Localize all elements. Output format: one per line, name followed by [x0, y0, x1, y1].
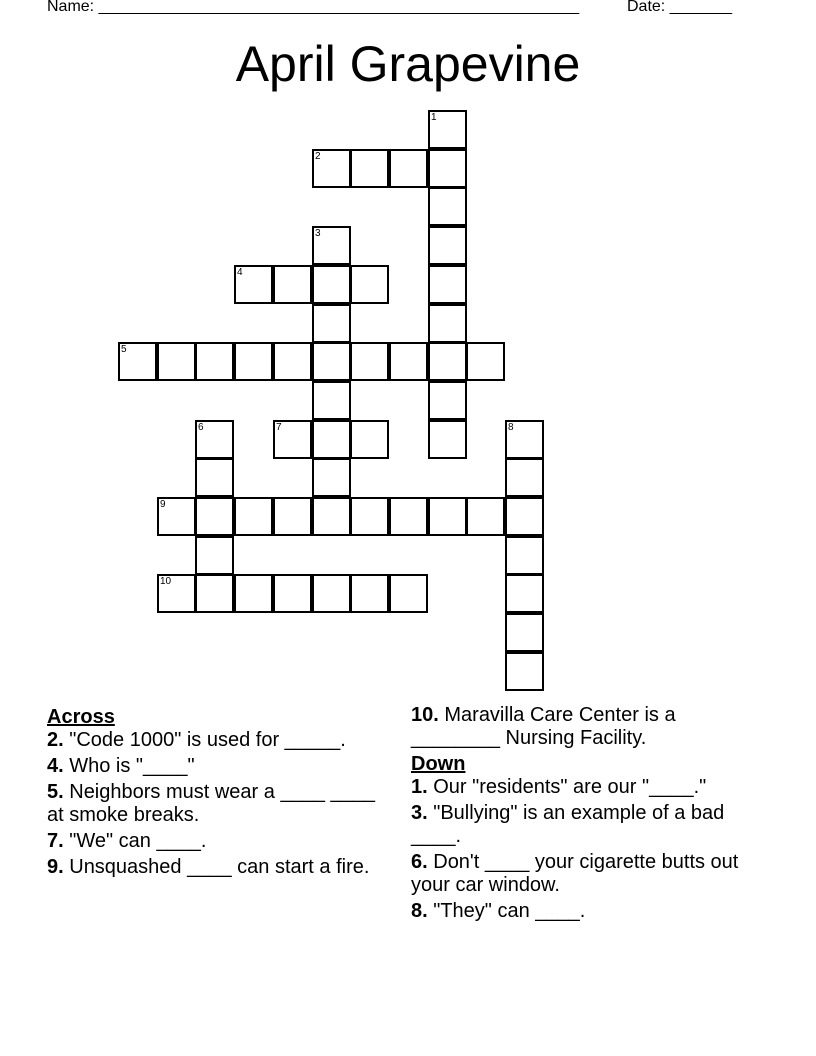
grid-cell[interactable] — [389, 342, 428, 381]
date-field[interactable]: Date: _______ — [627, 0, 732, 15]
grid-cell[interactable] — [466, 497, 505, 536]
grid-cell[interactable] — [389, 574, 428, 613]
puzzle-title: April Grapevine — [235, 36, 581, 92]
grid-cell[interactable] — [157, 342, 196, 381]
grid-cell[interactable] — [312, 458, 351, 497]
clues-left-column — [47, 704, 382, 882]
grid-cell[interactable] — [118, 342, 157, 381]
grid-cell[interactable] — [428, 381, 467, 420]
grid-cell[interactable] — [312, 342, 351, 381]
cell-number: 2 — [315, 151, 321, 162]
clue-text: "We" can ____. — [63, 830, 207, 852]
grid-cell[interactable] — [312, 149, 351, 188]
clue-down-6 — [411, 851, 746, 897]
grid-cell[interactable] — [234, 574, 273, 613]
clue-number: 7. — [47, 830, 64, 852]
grid-cell[interactable] — [157, 574, 196, 613]
clue-number: 10. — [411, 704, 439, 726]
across-heading: Across — [47, 706, 115, 728]
clue-number: 9. — [47, 856, 64, 878]
grid-cell[interactable] — [350, 497, 389, 536]
clue-across-5 — [47, 781, 382, 827]
clue-across-10 — [411, 704, 746, 750]
clue-down-1 — [411, 776, 746, 799]
clue-text: "Bullying" is an example of a bad ____. — [411, 802, 725, 847]
grid-cell[interactable] — [312, 381, 351, 420]
clue-text: "They" can ____. — [427, 900, 586, 922]
grid-cell[interactable] — [428, 420, 467, 459]
clue-number: 1. — [411, 776, 428, 798]
grid-cell[interactable] — [428, 265, 467, 304]
grid-cell[interactable] — [428, 226, 467, 265]
grid-cell[interactable] — [234, 342, 273, 381]
grid-cell[interactable] — [195, 420, 234, 459]
grid-cell[interactable] — [350, 265, 389, 304]
grid-cell[interactable] — [312, 265, 351, 304]
grid-cell[interactable] — [466, 342, 505, 381]
grid-cell[interactable] — [389, 497, 428, 536]
clue-text: Who is "____" — [63, 755, 195, 777]
clue-text: "Code 1000" is used for _____. — [63, 729, 346, 751]
grid-cell[interactable] — [428, 187, 467, 226]
clue-down-8 — [411, 900, 746, 923]
clue-number: 3. — [411, 802, 428, 824]
grid-cell[interactable] — [428, 342, 467, 381]
cell-number: 10 — [160, 576, 172, 587]
grid-cell[interactable] — [428, 497, 467, 536]
cell-number: 1 — [431, 112, 437, 123]
grid-cell[interactable] — [428, 149, 467, 188]
clue-across-7 — [47, 830, 382, 853]
grid-cell[interactable] — [505, 574, 544, 613]
grid-cell[interactable] — [505, 497, 544, 536]
grid-cell[interactable] — [389, 149, 428, 188]
clue-text: Unsquashed ____ can start a fire. — [63, 856, 370, 878]
cell-number: 7 — [276, 422, 282, 433]
grid-cell[interactable] — [350, 420, 389, 459]
clue-text: Our "residents" are our "____." — [427, 776, 707, 798]
grid-cell[interactable] — [195, 574, 234, 613]
grid-cell[interactable] — [428, 304, 467, 343]
clue-number: 2. — [47, 729, 64, 751]
clue-across-4 — [47, 755, 382, 778]
grid-cell[interactable] — [273, 574, 312, 613]
grid-cell[interactable] — [195, 497, 234, 536]
down-heading: Down — [411, 753, 466, 775]
grid-cell[interactable] — [428, 110, 467, 149]
grid-cell[interactable] — [312, 497, 351, 536]
clue-number: 6. — [411, 851, 428, 873]
grid-cell[interactable] — [195, 536, 234, 575]
grid-cell[interactable] — [505, 420, 544, 459]
grid-cell[interactable] — [312, 420, 351, 459]
cell-number: 8 — [508, 422, 514, 433]
cell-number: 6 — [198, 422, 204, 433]
grid-cell[interactable] — [273, 497, 312, 536]
clue-across-2 — [47, 729, 382, 752]
clue-text: Don't ____ your cigarette butts out your car window. — [411, 851, 739, 896]
cell-number: 3 — [315, 228, 321, 239]
cell-number: 5 — [121, 344, 127, 355]
clue-text: Neighbors must wear a ____ ____ at smoke breaks. — [47, 781, 375, 826]
grid-cell[interactable] — [273, 420, 312, 459]
grid-cell[interactable] — [505, 536, 544, 575]
grid-cell[interactable] — [505, 613, 544, 652]
grid-cell[interactable] — [350, 342, 389, 381]
clue-text: Maravilla Care Center is a ________ Nursing Facility. — [411, 704, 676, 749]
grid-cell[interactable] — [505, 652, 544, 691]
grid-cell[interactable] — [350, 574, 389, 613]
grid-cell[interactable] — [312, 574, 351, 613]
grid-cell[interactable] — [350, 149, 389, 188]
clue-down-3 — [411, 802, 746, 848]
name-field[interactable]: Name: ______________________________________________________ — [47, 0, 580, 15]
clue-number: 5. — [47, 781, 64, 803]
grid-cell[interactable] — [195, 458, 234, 497]
grid-cell[interactable] — [505, 458, 544, 497]
grid-cell[interactable] — [157, 497, 196, 536]
grid-cell[interactable] — [273, 265, 312, 304]
clue-number: 4. — [47, 755, 64, 777]
clue-across-9 — [47, 856, 382, 879]
clue-number: 8. — [411, 900, 428, 922]
grid-cell[interactable] — [312, 304, 351, 343]
clues-right-column — [411, 704, 746, 926]
cell-number: 9 — [160, 499, 166, 510]
grid-cell[interactable] — [234, 497, 273, 536]
grid-cell[interactable] — [312, 226, 351, 265]
grid-cell[interactable] — [273, 342, 312, 381]
grid-cell[interactable] — [234, 265, 273, 304]
grid-cell[interactable] — [195, 342, 234, 381]
cell-number: 4 — [237, 267, 243, 278]
